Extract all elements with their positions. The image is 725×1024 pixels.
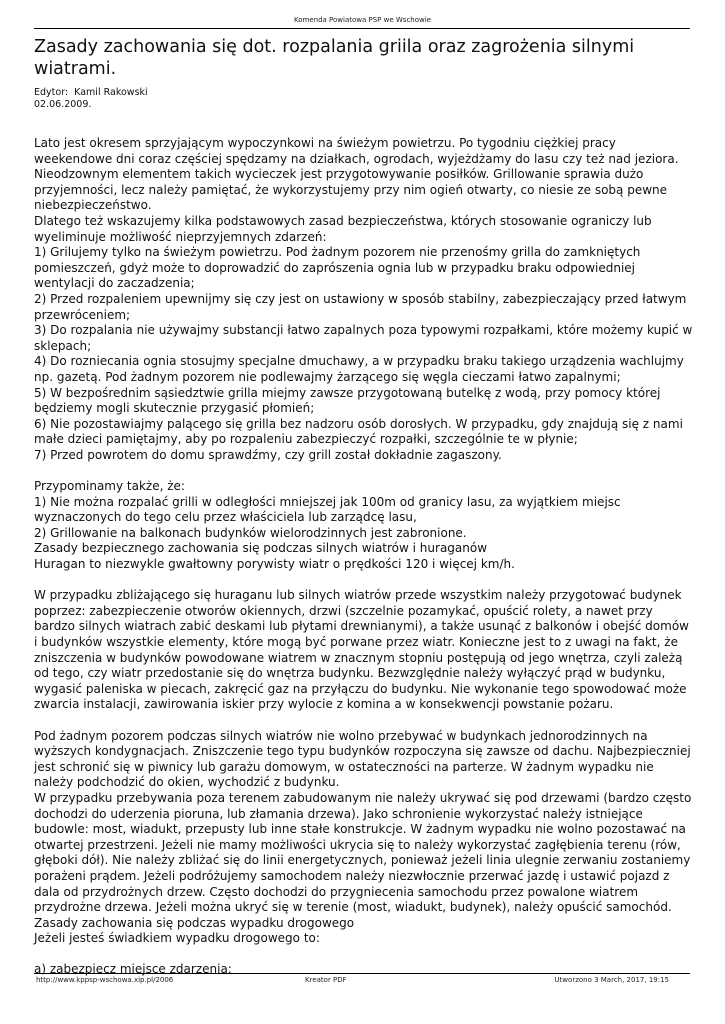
footer-created: Utworzono 3 March, 2017, 19:15	[554, 976, 669, 984]
paragraph: 1) Grilujemy tylko na świeżym powietrzu. Pod żadnym pozorem nie przenośmy grilla do zamkniętych pomieszczeń, gdyż może to doprowadzić do zaprószenia ognia lub w przypadku braku odpowiedniej wentylacji do zaczadzenia;	[34, 245, 641, 291]
paragraph-gap	[34, 463, 694, 479]
date-line: 02.06.2009.	[34, 98, 92, 110]
paragraph: Zasady zachowania się podczas wypadku drogowego	[34, 915, 355, 930]
paragraph: 5) W bezpośrednim sąsiedztwie grilla miejmy zawsze przygotowaną butelkę z wodą, przy pomocy której będziemy mogli skutecznie przygasić płomień;	[34, 385, 661, 416]
paragraph: Huragan to niezwykle gwałtowny porywisty wiatr o prędkości 120 i więcej km/h.	[34, 557, 515, 572]
paragraph: Zasady bezpiecznego zachowania się podczas silnych wiatrów i huraganów	[34, 541, 488, 556]
paragraph: 1) Nie można rozpalać grilli w odległości mniejszej jak 100m od granicy lasu, za wyjątkiem miejsc wyznaczonych do tego celu przez właściciela lub zarządcę lasu,	[34, 494, 621, 525]
paragraph: 2) Grillowanie na balkonach budynków wielorodzinnych jest zabronione.	[34, 525, 467, 540]
paragraph: 6) Nie pozostawiajmy palącego się grilla bez nadzoru osób dorosłych. W przypadku, gdy znajdują się z nami małe dzieci pamiętajmy, aby po rozpaleniu zabezpieczyć rozpałki, szczególnie te w płynie;	[34, 416, 683, 447]
paragraph: Lato jest okresem sprzyjającym wypoczynkowi na świeżym powietrzu. Po tygodniu ciężkiej pracy weekendowe dni coraz częściej spędzamy na działkach, ogrodach, wyjeżdżamy do lasu czy też nad jeziora. Nieodzownym elementem takich wycieczek jest przygotowywanie posiłków. Grillowanie sprawia dużo przyjemności, lecz należy pamiętać, że wykorzystujemy przy nim ogień otwarty, co niesie ze sobą pewne niebezpieczeństwo.	[34, 136, 679, 213]
page-header: Komenda Powiatowa PSP we Wschowie	[293, 16, 431, 24]
paragraph-gap	[34, 713, 694, 729]
article-body	[34, 136, 694, 978]
paragraph: Jeżeli jesteś świadkiem wypadku drogowego to:	[34, 931, 320, 946]
paragraph: 7) Przed powrotem do domu sprawdźmy, czy grill został dokładnie zagaszony.	[34, 447, 502, 462]
footer-divider	[34, 973, 690, 974]
paragraph: Pod żadnym pozorem podczas silnych wiatrów nie wolno przebywać w budynkach jednorodzinnych na wyższych kondygnacjach. Zniszczenie tego typu budynków rozpoczyna się zawsze od dachu. Najbezpieczniej jest schronić się w piwnicy lub garażu domowym, w ostateczności na parterze. W żadnym wypadku nie należy podchodzić do okien, wychodzić z budynku.	[34, 728, 691, 790]
paragraph: 2) Przed rozpaleniem upewnijmy się czy jest on ustawiony w sposób stabilny, zabezpieczający przed łatwym przewróceniem;	[34, 291, 687, 322]
paragraph: a) zabezpiecz miejsce zdarzenia:	[34, 962, 232, 977]
article-title: Zasady zachowania się dot. rozpalania griila oraz zagrożenia silnymi wiatrami.	[34, 37, 635, 79]
paragraph: Dlatego też wskazujemy kilka podstawowych zasad bezpieczeństwa, których stosowanie ograniczy lub wyeliminuje możliwość nieprzyjemnych zdarzeń:	[34, 213, 652, 244]
article-meta	[34, 87, 148, 110]
footer-url: http://www.kppsp-wschowa.xip.pl/2006	[36, 976, 174, 984]
paragraph-gap	[34, 573, 694, 589]
header-divider	[34, 28, 690, 29]
paragraph: W przypadku zbliżającego się huraganu lub silnych wiatrów przede wszystkim należy przygotować budynek poprzez: zabezpieczenie otworów okiennych, drzwi (szczelnie pozamykać, opuścić rolety, a nawet przy bardzo silnych wiatrach zabić deskami lub płytami drewnianymi), a także usunąć z balkonów i obejść domów i budynków wszystkie elementy, które mogą być porwane przez wiatr. Konieczne jest to z uwagi na fakt, że zniszczenia w budynków powodowane wiatrem w znacznym stopniu postępują od jego wnętrza, czyli zależą od tego, czy wiatr przedostanie się do wnętrza budynku. Bezwzględnie należy wyłączyć prąd w budynku, wygasić paleniska w piecach, zakręcić gaz na przyłączu do budynku. Nie wykonanie tego spowodować może zwarcia instalacji, zawirowania iskier przy wylocie z komina a w konsekwencji powstanie pożaru.	[34, 588, 689, 712]
paragraph: 3) Do rozpalania nie używajmy substancji łatwo zapalnych poza typowymi rozpałkami, które możemy kupić w sklepach;	[34, 323, 693, 353]
paragraph: 4) Do rozniecania ognia stosujmy specjalne dmuchawy, a w przypadku braku takiego urządzenia wachlujmy np. gazetą. Pod żadnym pozorem nie podlewajmy żarzącego się węgla cieczami łatwo zapalnymi;	[34, 354, 684, 384]
paragraph-gap	[34, 947, 694, 963]
editor-line: Edytor: Kamil Rakowski	[34, 87, 148, 98]
footer-creator: Kreator PDF	[305, 976, 347, 984]
paragraph: Przypominamy także, że:	[34, 479, 185, 494]
paragraph: W przypadku przebywania poza terenem zabudowanym nie należy ukrywać się pod drzewami (bardzo często dochodzi do uderzenia pioruna, lub złamania drzewa). Jako schronienie wykorzystać należy istniejące budowle: most, wiadukt, przepusty lub inne stałe konstrukcje. W żadnym wypadku nie wolno pozostawać na otwartej przestrzeni. Jeżeli nie mamy możliwości ukrycia się to należy wykorzystać zagłębienia terenu (rów, głęboki dół). Nie należy zbliżać się do linii energetycznych, ponieważ jeżeli linia ulegnie zerwaniu zostaniemy porażeni prądem. Jeżeli podróżujemy samochodem należy niezwłocznie przerwać jazdę i ustawić pojazd z dala od przydrożnych drzew. Często dochodzi do przygniecenia samochodu przez powalone wiatrem przydrożne drzewa. Jeżeli można ukryć się w terenie (most, wiadukt, budynek), należy opuścić samochód.	[34, 790, 692, 915]
